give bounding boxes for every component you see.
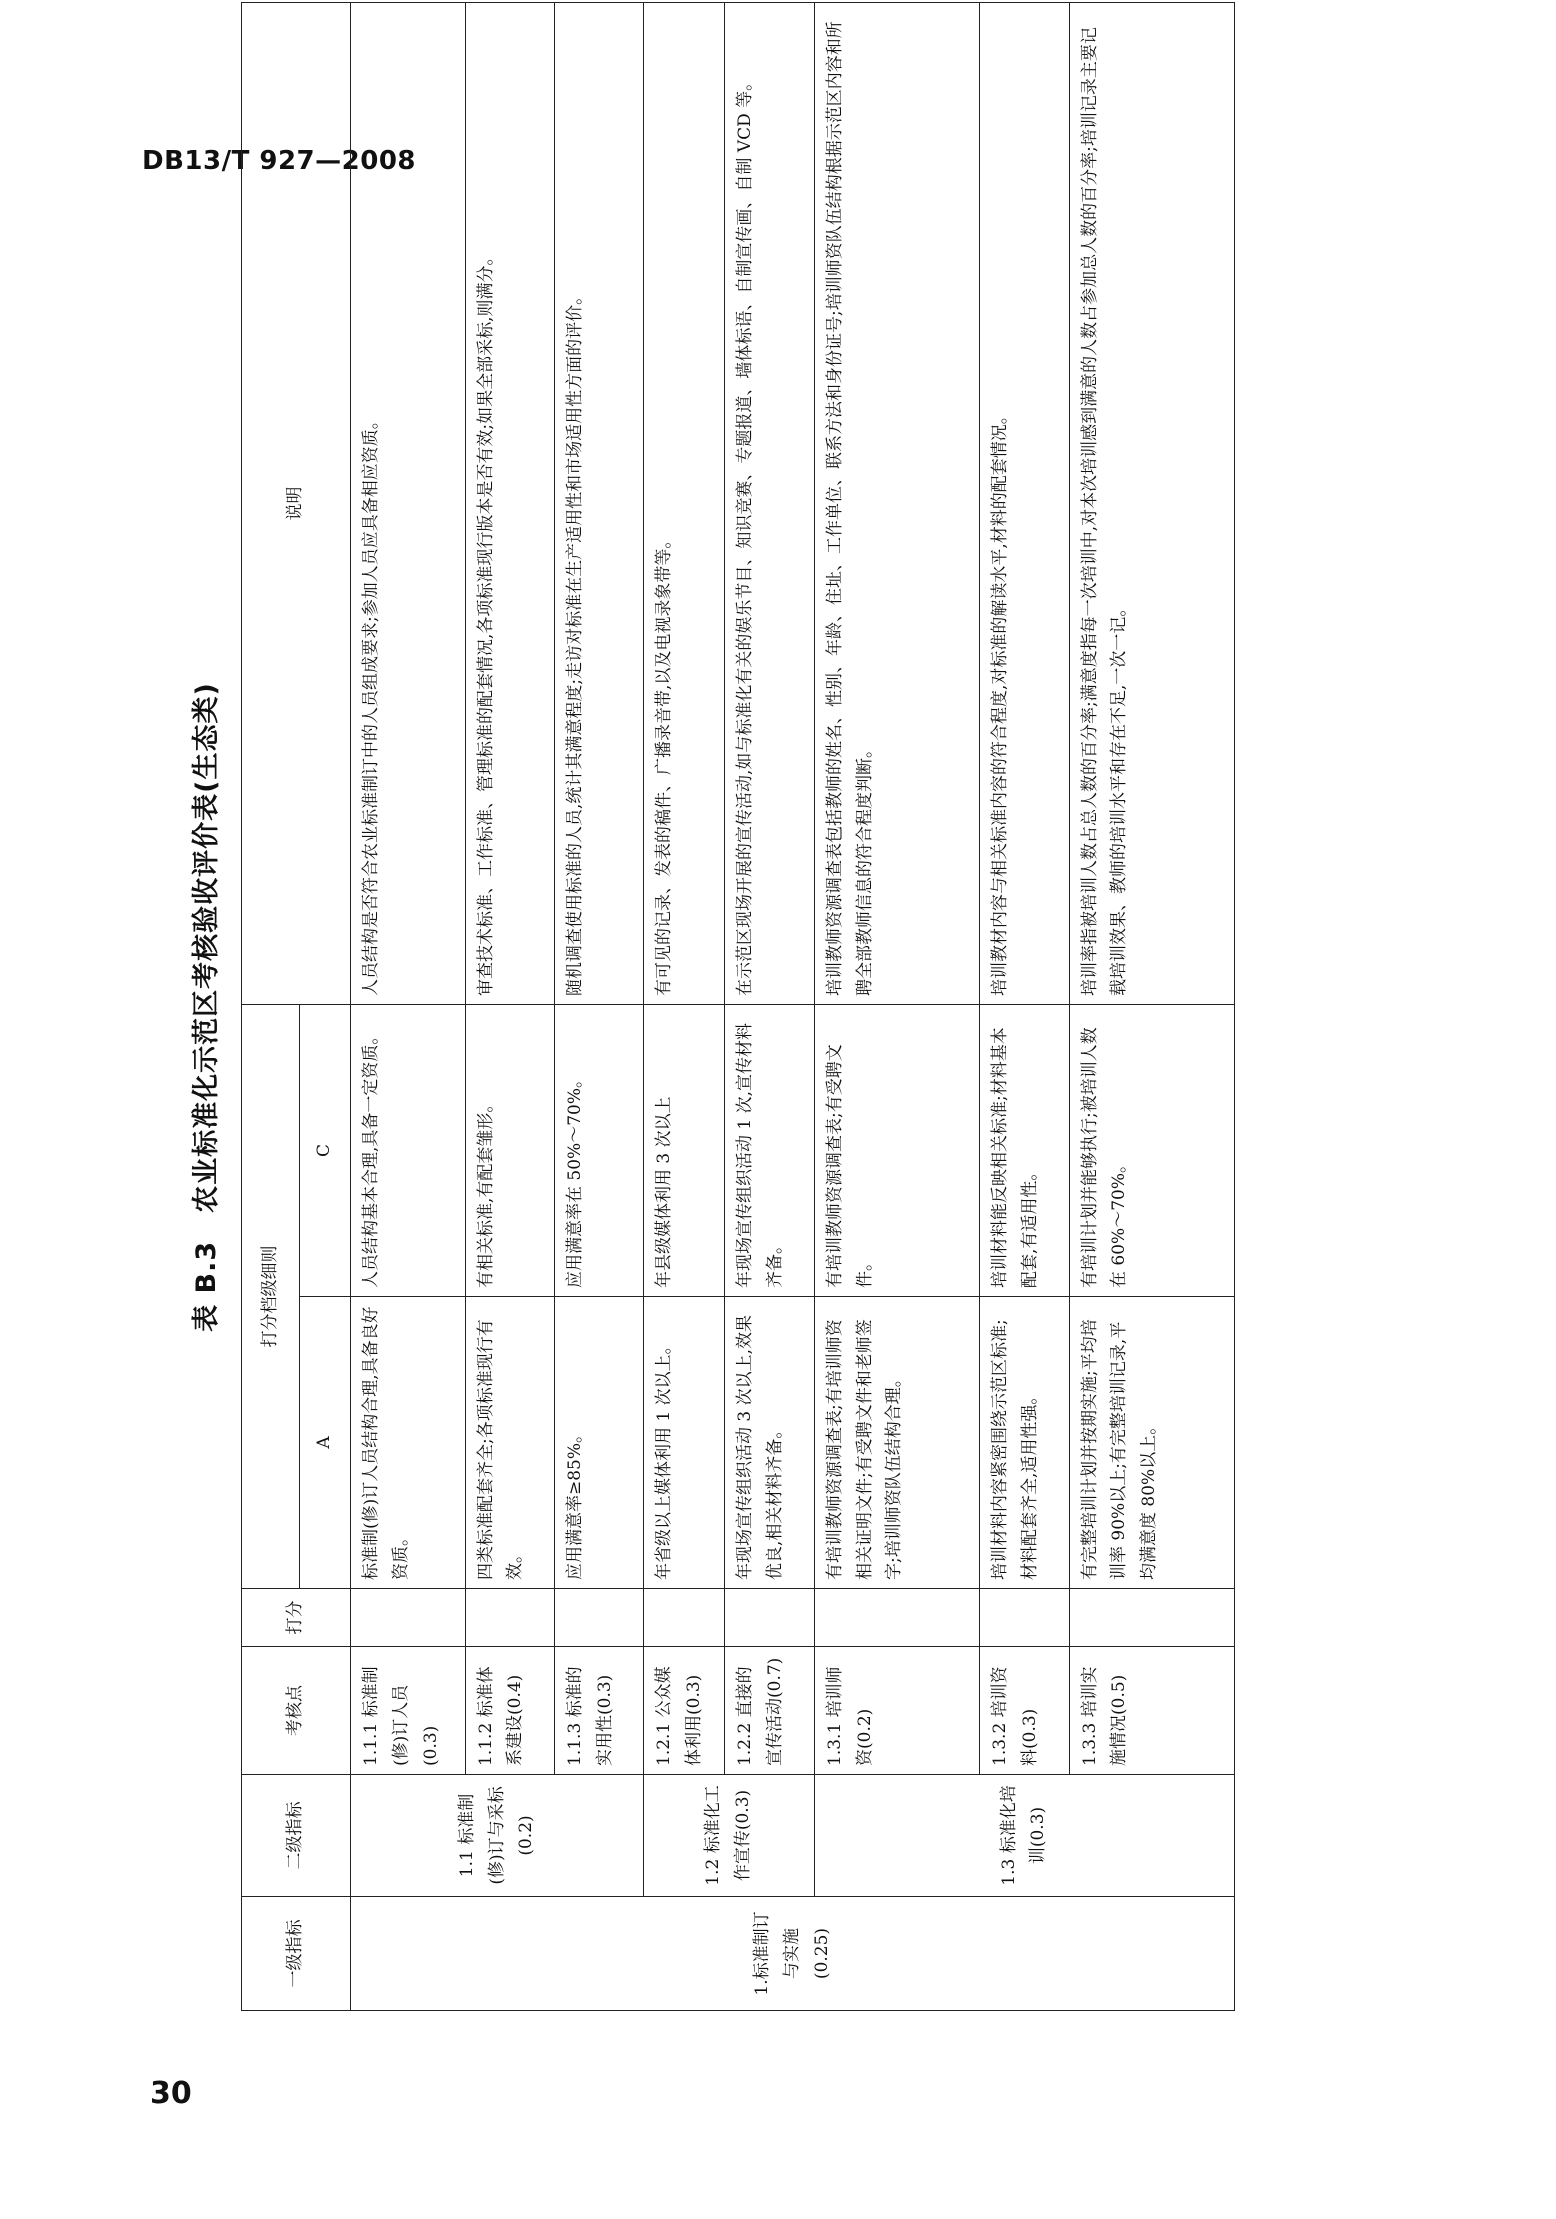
grade-a-cell: 四类标准配套齐全;各项标准现行有效。 xyxy=(465,1297,554,1589)
table-caption: 表 B.3 农业标准化示范区考核验收评价表(生态类) xyxy=(191,682,222,1332)
header-criteria: 打分档级细则 xyxy=(242,1005,300,1589)
checkpoint-cell: 1.1.1 标准制(修)订人员(0.3) xyxy=(351,1647,465,1775)
checkpoint-cell: 1.2.2 直接的宣传活动(0.7) xyxy=(725,1647,814,1775)
explanation-cell: 审查技术标准、工作标准、管理标准的配套情况,各项标准现行版本是否有效;如果全部采标,则满分。 xyxy=(465,3,554,1005)
table-row xyxy=(644,3,725,2011)
header-checkpoint: 考核点 xyxy=(242,1647,351,1775)
rotated-table-block xyxy=(173,3,1235,2011)
checkpoint-cell: 1.3.1 培训师资(0.2) xyxy=(814,1647,979,1775)
grade-c-cell: 年现场宣传组织活动 1 次,宣传材料齐备。 xyxy=(725,1005,814,1297)
evaluation-table xyxy=(241,2,1235,2011)
level2-cell-1-2: 1.2 标准化工作宣传(0.3) xyxy=(644,1775,814,1897)
table-row xyxy=(814,3,979,2011)
explanation-cell: 人员结构是否符合农业标准制订中的人员组成要求;参加人员应具备相应资质。 xyxy=(351,3,465,1005)
grade-c-cell: 人员结构基本合理,具备一定资质。 xyxy=(351,1005,465,1297)
header-score: 打分 xyxy=(242,1589,351,1647)
explanation-cell: 培训教师资源调查表包括教师的姓名、性别、年龄、住址、工作单位、联系方法和身份证号;培训师资队伍结构根据示范区内容和所聘全部教师信息的符合程度判断。 xyxy=(814,3,979,1005)
table-row xyxy=(465,3,554,2011)
header-grade-c: C xyxy=(300,1005,351,1297)
checkpoint-cell: 1.3.3 培训实施情况(0.5) xyxy=(1069,1647,1234,1775)
checkpoint-cell: 1.3.2 培训资料(0.3) xyxy=(980,1647,1069,1775)
grade-c-cell: 有培训计划并能够执行;被培训人数在 60%～70%。 xyxy=(1069,1005,1234,1297)
table-row xyxy=(725,3,814,2011)
header-level2: 二级指标 xyxy=(242,1775,351,1897)
checkpoint-cell: 1.1.3 标准的实用性(0.3) xyxy=(555,1647,644,1775)
explanation-cell: 培训教材内容与相关标准内容的符合程度,对标准的解读水平,材料的配套情况。 xyxy=(980,3,1069,1005)
explanation-cell: 有可见的记录、发表的稿件、广播录音带,以及电视录象带等。 xyxy=(644,3,725,1005)
checkpoint-cell: 1.1.2 标准体系建设(0.4) xyxy=(465,1647,554,1775)
table-row xyxy=(980,3,1069,2011)
level2-cell-1-3: 1.3 标准化培训(0.3) xyxy=(814,1775,1234,1897)
score-cell[interactable] xyxy=(465,1589,554,1647)
score-cell[interactable] xyxy=(644,1589,725,1647)
score-cell[interactable] xyxy=(725,1589,814,1647)
score-cell[interactable] xyxy=(351,1589,465,1647)
document-code: DB13/T 927—2008 xyxy=(142,146,416,176)
table-row xyxy=(1069,3,1234,2011)
header-explanation: 说明 xyxy=(242,3,351,1005)
page-number: 30 xyxy=(150,2076,192,2111)
grade-a-cell: 年现场宣传组织活动 3 次以上,效果优良,相关材料齐备。 xyxy=(725,1297,814,1589)
score-cell[interactable] xyxy=(814,1589,979,1647)
level2-cell-1-1: 1.1 标准制(修)订与采标(0.2) xyxy=(351,1775,644,1897)
checkpoint-cell: 1.2.1 公众媒体利用(0.3) xyxy=(644,1647,725,1775)
table-header-row-1 xyxy=(242,3,300,2011)
grade-a-cell: 有培训教师资源调查表;有培训师资相关证明文件;有受聘文件和老师签字;培训师资队伍结构合理。 xyxy=(814,1297,979,1589)
header-level1: 一级指标 xyxy=(242,1897,351,2011)
score-cell[interactable] xyxy=(555,1589,644,1647)
score-cell[interactable] xyxy=(1069,1589,1234,1647)
level1-cell: 1.标准制订与实施(0.25) xyxy=(351,1897,1235,2011)
score-cell[interactable] xyxy=(980,1589,1069,1647)
explanation-cell: 在示范区现场开展的宣传活动,如与标准化有关的娱乐节目、知识竞赛、专题报道、墙体标语、自制宣传画、自制 VCD 等。 xyxy=(725,3,814,1005)
table-row xyxy=(351,3,465,2011)
grade-a-cell: 标准制(修)订人员结构合理,具备良好资质。 xyxy=(351,1297,465,1589)
explanation-cell: 随机调查使用标准的人员,统计其满意程度;走访对标准在生产适用性和市场适用性方面的评价。 xyxy=(555,3,644,1005)
grade-a-cell: 年省级以上媒体利用 1 次以上。 xyxy=(644,1297,725,1589)
table-row xyxy=(555,3,644,2011)
grade-a-cell: 有完整培训计划并按期实施;平均培训率 90%以上;有完整培训记录,平均满意度 80%以上。 xyxy=(1069,1297,1234,1589)
header-grade-a: A xyxy=(300,1297,351,1589)
grade-c-cell: 年县级媒体利用 3 次以上 xyxy=(644,1005,725,1297)
grade-c-cell: 有相关标准,有配套雏形。 xyxy=(465,1005,554,1297)
explanation-cell: 培训率指被培训人数占总人数的百分率;满意度指每一次培训中,对本次培训感到满意的人数占参加总人数的百分率;培训记录主要记载培训效果、教师的培训水平和存在不足,一次一记。 xyxy=(1069,3,1234,1005)
grade-c-cell: 有培训教师资源调查表;有受聘文件。 xyxy=(814,1005,979,1297)
grade-a-cell: 培训材料内容紧密围绕示范区标准;材料配套齐全,适用性强。 xyxy=(980,1297,1069,1589)
grade-c-cell: 应用满意率在 50%～70%。 xyxy=(555,1005,644,1297)
grade-c-cell: 培训材料能反映相关标准;材料基本配套,有适用性。 xyxy=(980,1005,1069,1297)
grade-a-cell: 应用满意率≥85%。 xyxy=(555,1297,644,1589)
